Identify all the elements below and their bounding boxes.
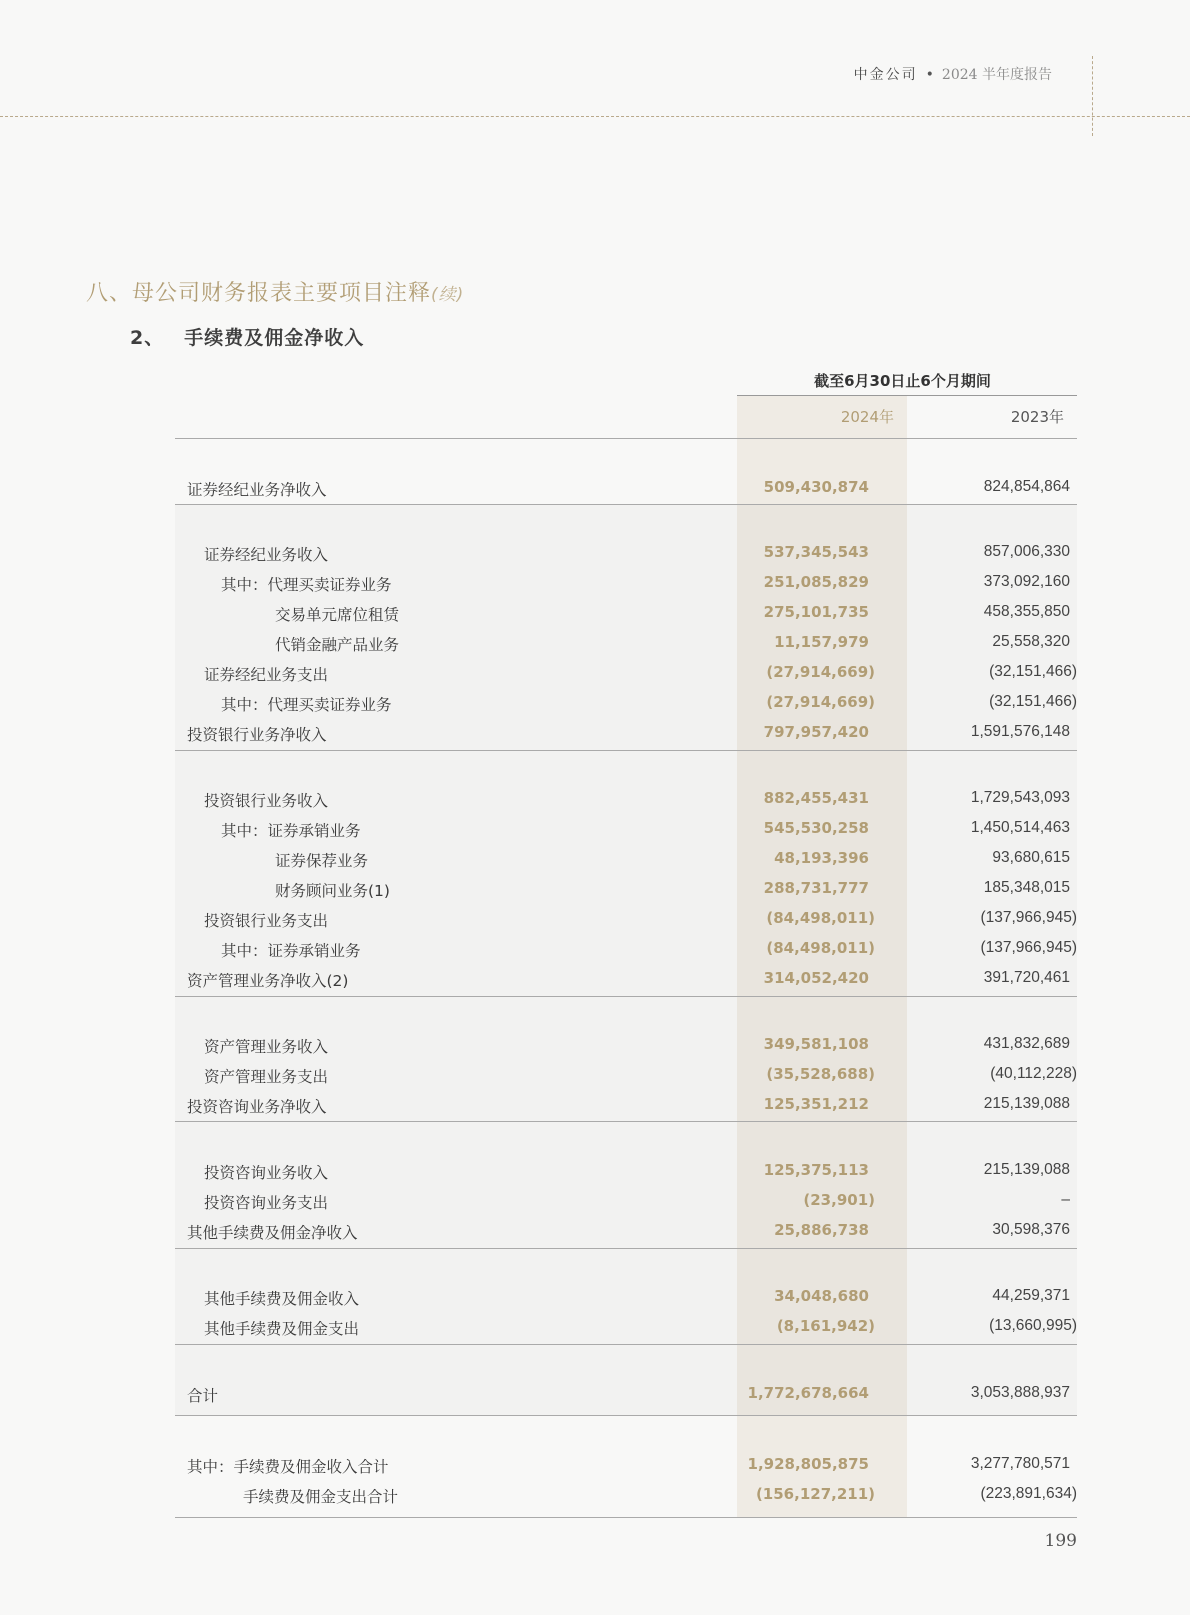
table-row bbox=[175, 603, 1077, 627]
row-label: 投资咨询业务净收入 bbox=[187, 1098, 327, 1116]
table-row bbox=[175, 543, 1077, 567]
value-2023: – bbox=[1061, 1191, 1070, 1208]
value-2023: 373,092,160 bbox=[983, 573, 1070, 590]
value-2023: 458,355,850 bbox=[983, 603, 1070, 620]
section-continued: (续) bbox=[431, 285, 465, 305]
table-row bbox=[175, 1095, 1077, 1119]
row-label: 证券经纪业务净收入 bbox=[187, 481, 327, 499]
table-row bbox=[175, 1161, 1077, 1185]
value-2023: 185,348,015 bbox=[983, 879, 1070, 896]
value-2023: 3,277,780,571 bbox=[970, 1455, 1070, 1472]
subsection-number: 2、 bbox=[130, 327, 165, 349]
row-label: 其中：证券承销业务 bbox=[221, 822, 361, 840]
value-2024: 509,430,874 bbox=[763, 478, 869, 496]
value-2024: 275,101,735 bbox=[763, 603, 869, 621]
value-2023: 391,720,461 bbox=[983, 969, 1070, 986]
row-label: 手续费及佣金支出合计 bbox=[243, 1488, 399, 1506]
row-label: 代销金融产品业务 bbox=[275, 636, 400, 654]
value-2023: 1,729,543,093 bbox=[970, 789, 1070, 806]
row-label: 投资咨询业务支出 bbox=[204, 1194, 329, 1212]
row-label: 财务顾问业务(1) bbox=[275, 882, 390, 900]
value-2023: (32,151,466) bbox=[989, 663, 1077, 680]
row-label: 资产管理业务净收入(2) bbox=[187, 972, 349, 990]
column-header-2023: 2023年 bbox=[1010, 408, 1064, 426]
row-label: 证券经纪业务收入 bbox=[204, 546, 329, 564]
bottom-rule bbox=[175, 1517, 1077, 1518]
group-rule bbox=[175, 750, 1077, 751]
value-2023: 25,558,320 bbox=[992, 633, 1070, 650]
header-separator: • bbox=[925, 67, 934, 83]
value-2023: (13,660,995) bbox=[989, 1317, 1077, 1334]
row-label: 其中：代理买卖证券业务 bbox=[221, 576, 392, 594]
value-2024: 1,928,805,875 bbox=[747, 1455, 869, 1473]
value-2024: 1,772,678,664 bbox=[747, 1384, 869, 1402]
table-row bbox=[175, 723, 1077, 747]
row-label: 投资银行业务收入 bbox=[204, 792, 329, 810]
value-2024: 349,581,108 bbox=[763, 1035, 869, 1053]
value-2023: 1,591,576,148 bbox=[970, 723, 1070, 740]
table-row bbox=[175, 1287, 1077, 1311]
value-2024: 48,193,396 bbox=[774, 849, 869, 867]
value-2024: (35,528,688) bbox=[766, 1065, 875, 1083]
value-2024: 251,085,829 bbox=[763, 573, 869, 591]
table-row bbox=[175, 693, 1077, 717]
group-rule bbox=[175, 504, 1077, 505]
table-row bbox=[175, 849, 1077, 873]
value-2024: (23,901) bbox=[803, 1191, 875, 1209]
row-label: 投资咨询业务收入 bbox=[204, 1164, 329, 1182]
value-2023: 857,006,330 bbox=[983, 543, 1070, 560]
company-name: 中金公司 bbox=[853, 67, 918, 83]
value-2023: (137,966,945) bbox=[980, 909, 1077, 926]
table-row bbox=[175, 1065, 1077, 1089]
row-label: 其中：证券承销业务 bbox=[221, 942, 361, 960]
row-label: 其他手续费及佣金支出 bbox=[204, 1320, 360, 1338]
value-2023: (32,151,466) bbox=[989, 693, 1077, 710]
value-2023: (40,112,228) bbox=[990, 1065, 1077, 1082]
table-row bbox=[175, 633, 1077, 657]
table-row bbox=[175, 1485, 1077, 1509]
row-label: 投资银行业务支出 bbox=[204, 912, 329, 930]
row-label: 其中：手续费及佣金收入合计 bbox=[187, 1458, 389, 1476]
row-label: 证券经纪业务支出 bbox=[204, 666, 329, 684]
table-row bbox=[175, 879, 1077, 903]
value-2024: (27,914,669) bbox=[766, 693, 875, 711]
table-row bbox=[175, 1191, 1077, 1215]
row-label: 其他手续费及佣金收入 bbox=[204, 1290, 360, 1308]
group-rule bbox=[175, 1344, 1077, 1345]
value-2023: 44,259,371 bbox=[992, 1287, 1070, 1304]
group-rule bbox=[175, 1121, 1077, 1122]
section-title-text: 八、母公司财务报表主要项目注释 bbox=[86, 281, 432, 306]
value-2024: 25,886,738 bbox=[774, 1221, 869, 1239]
row-label: 资产管理业务收入 bbox=[204, 1038, 329, 1056]
value-2023: 3,053,888,937 bbox=[970, 1384, 1070, 1401]
value-2023: 1,450,514,463 bbox=[970, 819, 1070, 836]
table-row bbox=[175, 573, 1077, 597]
value-2023: 93,680,615 bbox=[992, 849, 1070, 866]
table-row bbox=[175, 1035, 1077, 1059]
table-row bbox=[175, 939, 1077, 963]
table-row bbox=[175, 909, 1077, 933]
value-2024: 545,530,258 bbox=[763, 819, 869, 837]
row-label: 证券保荐业务 bbox=[275, 852, 369, 870]
group-rule bbox=[175, 1248, 1077, 1249]
table-row bbox=[175, 1221, 1077, 1245]
row-label: 投资银行业务净收入 bbox=[187, 726, 327, 744]
subsection-title bbox=[130, 323, 364, 350]
row-label: 资产管理业务支出 bbox=[204, 1068, 329, 1086]
value-2024: (8,161,942) bbox=[776, 1317, 875, 1335]
table-row bbox=[175, 663, 1077, 687]
row-label: 合计 bbox=[187, 1387, 219, 1405]
value-2024: 288,731,777 bbox=[763, 879, 869, 897]
table-row bbox=[175, 1455, 1077, 1479]
value-2023: 215,139,088 bbox=[983, 1095, 1070, 1112]
header-vertical-dashed-rule bbox=[1092, 56, 1093, 136]
value-2024: 125,351,212 bbox=[763, 1095, 869, 1113]
period-label: 截至6月30日止6个月期间 bbox=[814, 372, 991, 390]
row-label: 其他手续费及佣金净收入 bbox=[187, 1224, 358, 1242]
table-row bbox=[175, 789, 1077, 813]
row-label: 交易单元席位租赁 bbox=[275, 606, 400, 624]
total-rule bbox=[175, 1415, 1077, 1416]
section-title bbox=[86, 276, 464, 307]
table-row bbox=[175, 1317, 1077, 1341]
value-2024: (84,498,011) bbox=[766, 939, 875, 957]
table-row bbox=[175, 969, 1077, 993]
table-row-total bbox=[175, 1384, 1077, 1408]
value-2023: 824,854,864 bbox=[983, 478, 1070, 495]
table-row bbox=[175, 478, 1077, 502]
value-2024: (27,914,669) bbox=[766, 663, 875, 681]
value-2023: 215,139,088 bbox=[983, 1161, 1070, 1178]
value-2024: 34,048,680 bbox=[774, 1287, 869, 1305]
value-2024: 314,052,420 bbox=[763, 969, 869, 987]
value-2024: 537,345,543 bbox=[763, 543, 869, 561]
header-text bbox=[854, 64, 1052, 84]
group-rule bbox=[175, 996, 1077, 997]
period-rule bbox=[737, 395, 1077, 396]
header-dashed-rule bbox=[0, 116, 1190, 117]
row-label: 其中：代理买卖证券业务 bbox=[221, 696, 392, 714]
value-2023: 431,832,689 bbox=[983, 1035, 1070, 1052]
value-2023: 30,598,376 bbox=[992, 1221, 1070, 1238]
value-2024: 797,957,420 bbox=[763, 723, 869, 741]
value-2024: 882,455,431 bbox=[763, 789, 869, 807]
page-number: 199 bbox=[1044, 1531, 1077, 1551]
header-rule bbox=[175, 438, 1077, 439]
value-2024: 11,157,979 bbox=[774, 633, 869, 651]
value-2024: (156,127,211) bbox=[755, 1485, 875, 1503]
table-row bbox=[175, 819, 1077, 843]
value-2024: 125,375,113 bbox=[763, 1161, 869, 1179]
value-2023: (223,891,634) bbox=[980, 1485, 1077, 1502]
subsection-title-text: 手续费及佣金净收入 bbox=[184, 327, 365, 349]
report-title: 2024 半年度报告 bbox=[941, 67, 1052, 83]
column-header-2024: 2024年 bbox=[840, 408, 894, 426]
value-2023: (137,966,945) bbox=[980, 939, 1077, 956]
value-2024: (84,498,011) bbox=[766, 909, 875, 927]
